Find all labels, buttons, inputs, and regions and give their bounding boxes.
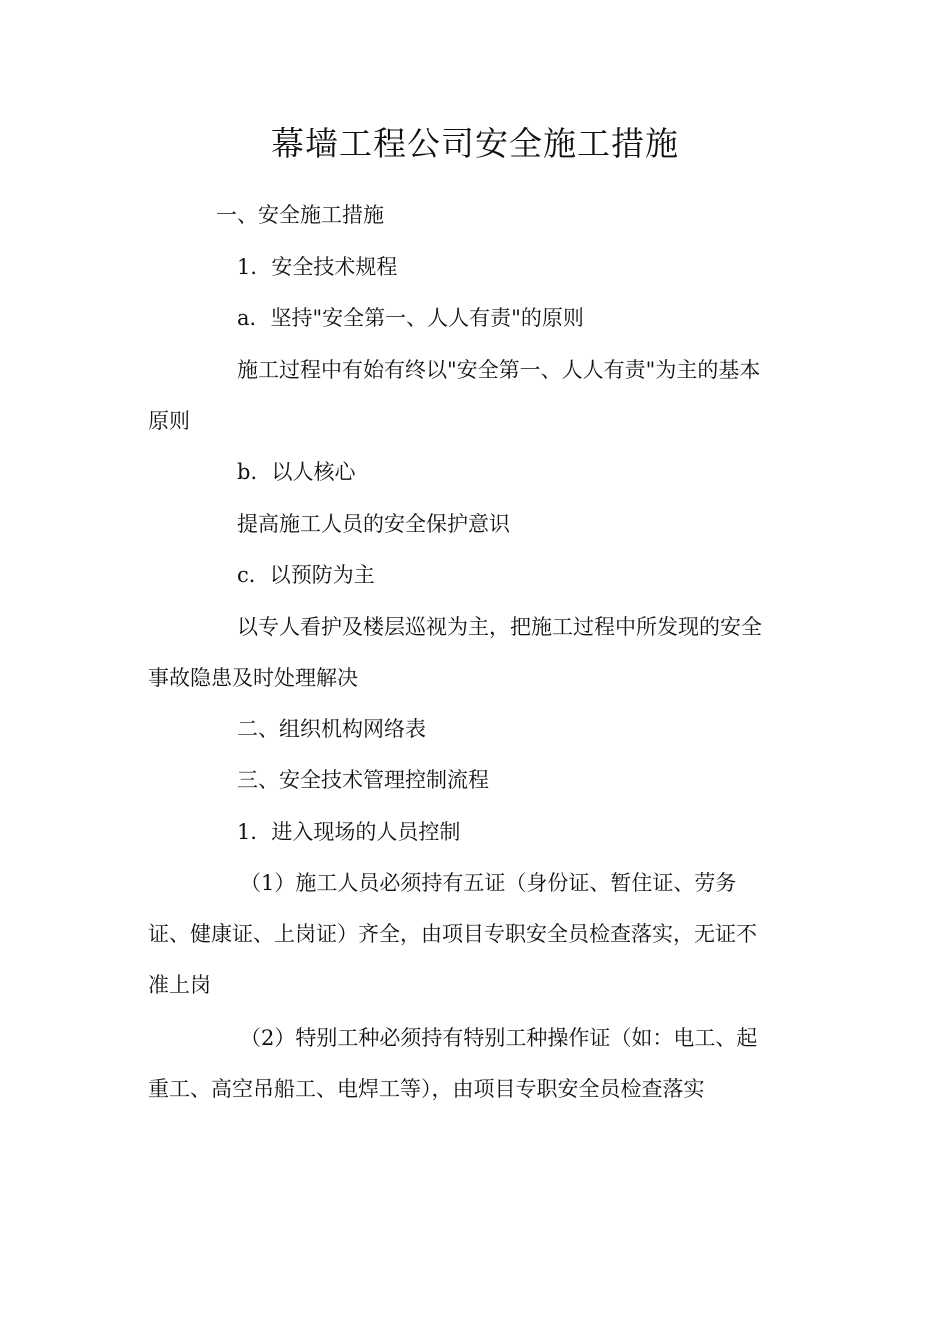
paragraph-line: 以专人看护及楼层巡视为主，把施工过程中所发现的安全 [237, 615, 762, 639]
paragraph-line: （1）施工人员必须持有五证（身份证、暂住证、劳务 [240, 871, 737, 895]
document-title: 幕墙工程公司安全施工措施 [271, 124, 679, 163]
paragraph-line: 事故隐患及时处理解决 [148, 666, 358, 690]
section-heading-2: 二、组织机构网络表 [237, 717, 426, 741]
paragraph-line: 重工、高空吊船工、电焊工等），由项目专职安全员检查落实 [148, 1077, 705, 1101]
section-heading-3: 三、安全技术管理控制流程 [237, 768, 489, 792]
item-heading-c: c．以预防为主 [237, 563, 375, 587]
subsection-heading-1: 1．安全技术规程 [237, 255, 398, 279]
section-heading-1: 一、安全施工措施 [216, 203, 384, 227]
paragraph-line: 提高施工人员的安全保护意识 [237, 512, 510, 536]
paragraph-line: 施工过程中有始有终以"安全第一、人人有责"为主的基本 [237, 358, 761, 382]
item-heading-b: b．以人核心 [237, 460, 356, 484]
paragraph-line: （2）特别工种必须持有特别工种操作证（如：电工、起 [240, 1026, 758, 1050]
paragraph-line: 准上岗 [148, 973, 211, 997]
subsection-heading-1: 1．进入现场的人员控制 [237, 820, 461, 844]
item-heading-a: a．坚持"安全第一、人人有责"的原则 [237, 306, 584, 330]
paragraph-line: 原则 [148, 409, 190, 433]
paragraph-line: 证、健康证、上岗证）齐全，由项目专职安全员检查落实，无证不 [148, 922, 757, 946]
